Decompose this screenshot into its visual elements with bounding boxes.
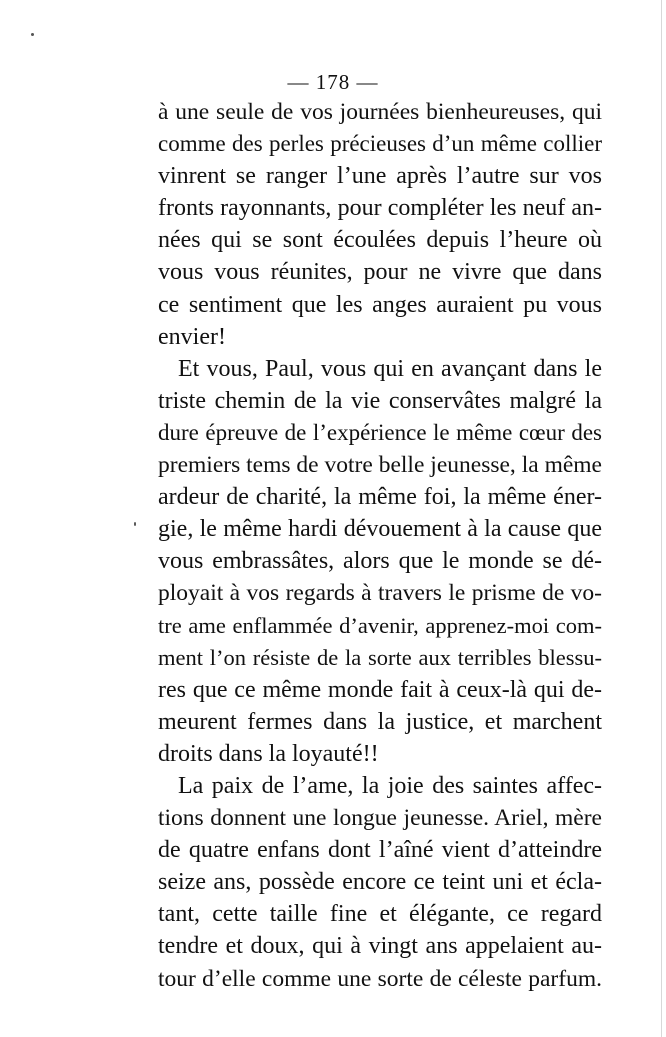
text-line: droits dans la loyauté!!	[158, 740, 379, 767]
text-line: tour d’elle comme une sorte de céleste parfum.	[158, 965, 602, 992]
text-line: vinrent se ranger l’une après l’autre sur vos	[158, 163, 602, 190]
text-line: vous vous réunites, pour ne vivre que dans	[158, 259, 602, 286]
text-line: ment l’on résiste de la sorte aux terribles blessu-	[158, 644, 602, 670]
text-line: fronts rayonnants, pour compléter les neuf an-	[158, 195, 602, 222]
paper-speck	[31, 33, 34, 36]
body-text	[158, 96, 602, 995]
text-line: nées qui se sont écoulées depuis l’heure où	[158, 227, 602, 254]
text-line: comme des perles précieuses d’un même collier	[158, 131, 602, 157]
text-line: tre ame enflammée d’avenir, apprenez-moi com-	[158, 612, 602, 638]
text-line: tendre et doux, qui à vingt ans appelaient au-	[158, 933, 602, 960]
text-line: Et vous, Paul, vous qui en avançant dans le	[178, 355, 602, 382]
text-line: à une seule de vos journées bienheureuses, qui	[158, 99, 602, 125]
paper-speck	[134, 522, 136, 526]
page-edge-shadow	[661, 0, 662, 1037]
text-line: ployait à vos regards à travers le prisme de vo-	[158, 580, 602, 607]
text-line: meurent fermes dans la justice, et marchent	[158, 708, 602, 735]
text-line: seize ans, possède encore ce teint uni et écla-	[158, 869, 602, 896]
text-line: tant, cette taille fine et élégante, ce regard	[158, 901, 602, 928]
text-line: envier!	[158, 323, 226, 350]
page-number: — 178 —	[287, 70, 379, 94]
text-line: de quatre enfans dont l’aîné vient d’atteindre	[158, 837, 602, 864]
text-line: dure épreuve de l’expérience le même cœur des	[158, 419, 602, 445]
text-line: ce sentiment que les anges auraient pu vous	[158, 291, 602, 318]
text-line: tions donnent une longue jeunesse. Ariel, mère	[158, 805, 602, 832]
text-line: triste chemin de la vie conservâtes malgré la	[158, 387, 602, 414]
text-line: gie, le même hardi dévouement à la cause que	[158, 516, 602, 543]
text-line: premiers tems de votre belle jeunesse, la même	[158, 452, 602, 479]
text-line: La paix de l’ame, la joie des saintes affec-	[178, 772, 602, 799]
text-line: ardeur de charité, la même foi, la même éner-	[158, 484, 602, 511]
text-line: res que ce même monde fait à ceux-là qui de-	[158, 676, 602, 703]
text-line: vous embrassâtes, alors que le monde se dé-	[158, 548, 602, 575]
